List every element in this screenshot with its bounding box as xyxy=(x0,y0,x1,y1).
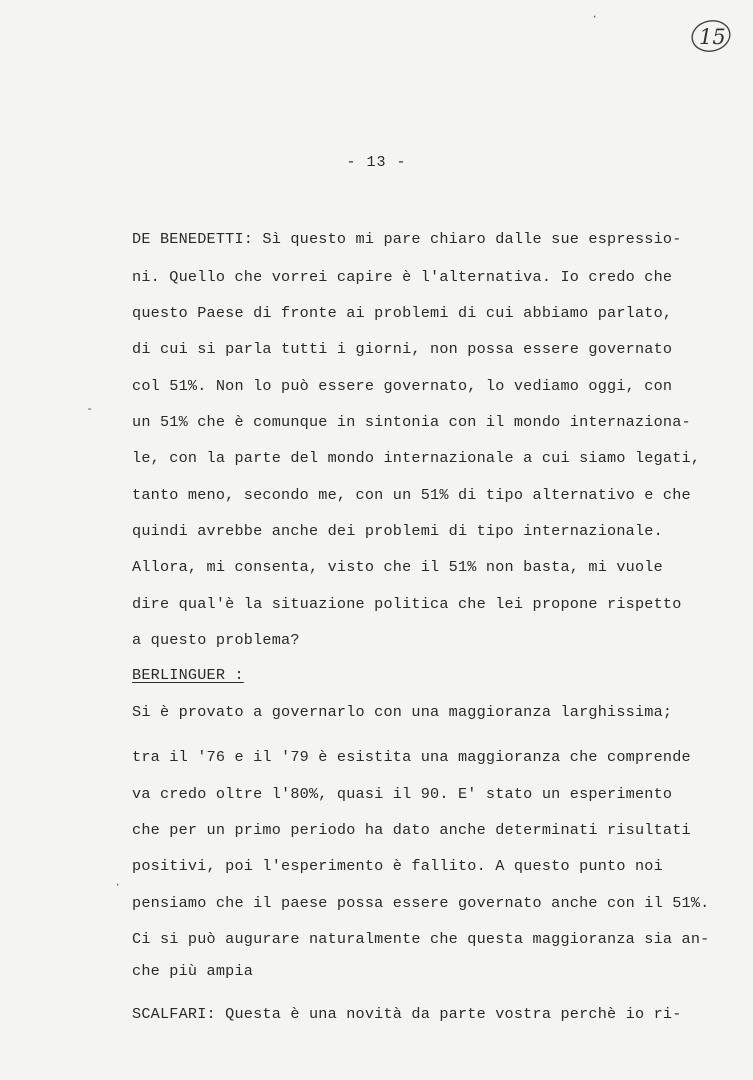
stray-mark: - xyxy=(86,402,94,416)
text-line: ni. Quello che vorrei capire è l'alternativa. Io credo che xyxy=(132,268,673,286)
stray-mark: · xyxy=(114,878,122,892)
speaker-heading: BERLINGUER : xyxy=(132,666,244,684)
text-line: le, con la parte del mondo internazionale a cui siamo legati, xyxy=(132,449,701,467)
handwritten-page-stamp-icon xyxy=(688,16,732,56)
text-line: un 51% che è comunque in sintonia con il mondo internaziona- xyxy=(132,413,691,431)
text-line: a questo problema? xyxy=(132,631,300,649)
text-line: tanto meno, secondo me, con un 51% di tipo alternativo e che xyxy=(132,486,691,504)
text-line: dire qual'è la situazione politica che lei propone rispetto xyxy=(132,595,682,613)
text-line: che più ampia xyxy=(132,962,254,980)
text-line: va credo oltre l'80%, quasi il 90. E' stato un esperimento xyxy=(132,785,673,803)
text-line: Ci si può augurare naturalmente che questa maggioranza sia an- xyxy=(132,930,710,948)
text-line: DE BENEDETTI: Sì questo mi pare chiaro dalle sue espressio- xyxy=(132,230,682,248)
text-line: che per un primo periodo ha dato anche determinati risultati xyxy=(132,821,691,839)
text-line: pensiamo che il paese possa essere governato anche con il 51%. xyxy=(132,894,710,912)
text-line: positivi, poi l'esperimento è fallito. A questo punto noi xyxy=(132,857,663,875)
text-line: quindi avrebbe anche dei problemi di tipo internazionale. xyxy=(132,522,663,540)
text-line: Si è provato a governarlo con una maggioranza larghissima; xyxy=(132,703,673,721)
stray-mark: · xyxy=(591,10,599,24)
text-line: Allora, mi consenta, visto che il 51% non basta, mi vuole xyxy=(132,558,663,576)
text-line: col 51%. Non lo può essere governato, lo vediamo oggi, con xyxy=(132,377,673,395)
svg-text:15: 15 xyxy=(699,25,726,49)
text-line: di cui si parla tutti i giorni, non possa essere governato xyxy=(132,340,673,358)
text-line: SCALFARI: Questa è una novità da parte vostra perchè io ri- xyxy=(132,1005,682,1023)
text-line: questo Paese di fronte ai problemi di cui abbiamo parlato, xyxy=(132,304,673,322)
page-number: - 13 - xyxy=(346,154,407,171)
text-line: tra il '76 e il '79 è esistita una maggioranza che comprende xyxy=(132,748,691,766)
